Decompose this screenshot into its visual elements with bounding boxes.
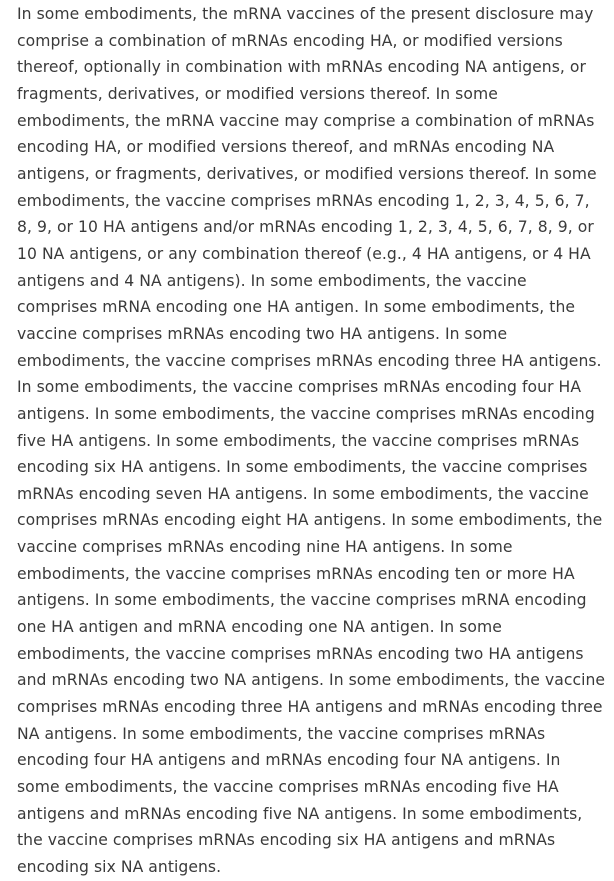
body-paragraph: In some embodiments, the mRNA vaccines of the present disclosure may comprise a combination of mRNAs encoding HA, or modified versions thereof, optionally in combination with mRNAs encoding NA antigens, or fragments, derivatives, or modified versions thereof. In some embodiments, the mRNA vaccine may comprise a combination of mRNAs encoding HA, or modified versions thereof, and mRNAs encoding NA antigens, or fragments, derivatives, or modified versions thereof. In some embodiments, the vaccine comprises mRNAs encoding 1, 2, 3, 4, 5, 6, 7, 8, 9, or 10 HA antigens and/or mRNAs encoding 1, 2, 3, 4, 5, 6, 7, 8, 9, or 10 NA antigens, or any combination thereof (e.g., 4 HA antigens, or 4 HA antigens and 4 NA antigens). In some embodiments, the vaccine comprises mRNA encoding one HA antigen. In some embodiments, the vaccine comprises mRNAs encoding two HA antigens. In some embodiments, the vaccine comprises mRNAs encoding three HA antigens. In some embodiments, the vaccine comprises mRNAs encoding four HA antigens. In some embodiments, the vaccine comprises mRNAs encoding five HA antigens. In some embodiments, the vaccine comprises mRNAs encoding six HA antigens. In some embodiments, the vaccine comprises mRNAs encoding seven HA antigens. In some embodiments, the vaccine comprises mRNAs encoding eight HA antigens. In some embodiments, the vaccine comprises mRNAs encoding nine HA antigens. In some embodiments, the vaccine comprises mRNAs encoding ten or more HA antigens. In some embodiments, the vaccine comprises mRNA encoding one HA antigen and mRNA encoding one NA antigen. In some embodiments, the vaccine comprises mRNAs encoding two HA antigens and mRNAs encoding two NA antigens. In some embodiments, the vaccine comprises mRNAs encoding three HA antigens and mRNAs encoding three NA antigens. In some embodiments, the vaccine comprises mRNAs encoding four HA antigens and mRNAs encoding four NA antigens. In some embodiments, the vaccine comprises mRNAs encoding five HA antigens and mRNAs encoding five NA antigens. In some embodiments, the vaccine comprises mRNAs encoding six HA antigens and mRNAs encoding six NA antigens. <box>17 5 606 876</box>
